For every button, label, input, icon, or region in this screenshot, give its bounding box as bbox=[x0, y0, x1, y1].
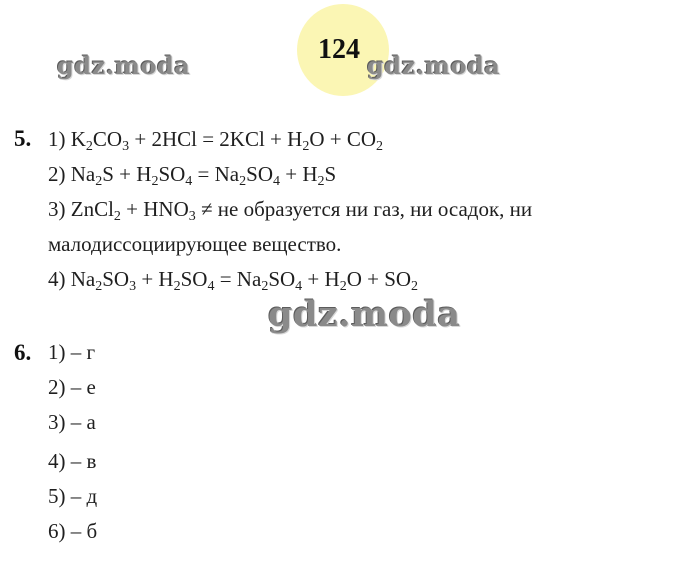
task-5-line-2 bbox=[48, 162, 336, 187]
subscript: 2 bbox=[317, 174, 325, 189]
page-number: 124 bbox=[318, 34, 360, 65]
subscript: 4 bbox=[185, 174, 193, 189]
task-6-answer: 6) – б bbox=[48, 519, 98, 543]
formula-text: + H bbox=[136, 267, 174, 291]
subscript: 2 bbox=[113, 209, 121, 224]
watermark: gdz.moda bbox=[367, 51, 501, 80]
subscript: 2 bbox=[376, 139, 384, 154]
task-6-answer: 4) – в bbox=[48, 449, 97, 473]
formula-text: 4) Na bbox=[48, 267, 96, 291]
formula-text: O + SO bbox=[346, 267, 412, 291]
subscript: 4 bbox=[295, 279, 303, 294]
formula-text: O + CO bbox=[309, 127, 377, 151]
formula-text: SO bbox=[246, 162, 273, 186]
task-6-number: 6. bbox=[14, 340, 32, 365]
subscript: 4 bbox=[207, 279, 215, 294]
task-6-answer: 2) – е bbox=[48, 375, 96, 399]
subscript: 3 bbox=[188, 209, 196, 224]
formula-text: SO bbox=[158, 162, 186, 186]
formula-text: ≠ не образуется ни газ, ни осадок, ни bbox=[195, 197, 533, 221]
subscript: 2 bbox=[239, 174, 247, 189]
task-6-answer: 1) – г bbox=[48, 340, 96, 364]
formula-text: + H bbox=[302, 267, 340, 291]
subscript: 2 bbox=[302, 139, 310, 154]
formula-text: 1) K bbox=[48, 127, 86, 151]
subscript: 3 bbox=[122, 139, 130, 154]
formula-text: + HNO bbox=[120, 197, 189, 221]
formula-text: = Na bbox=[192, 162, 240, 186]
formula-text: SO bbox=[180, 267, 208, 291]
formula-text: CO bbox=[92, 127, 123, 151]
task-6-answer: 5) – д bbox=[48, 484, 98, 508]
formula-text: S bbox=[324, 162, 337, 186]
formula-text: 3) ZnCl bbox=[48, 197, 114, 221]
subscript: 2 bbox=[261, 279, 269, 294]
subscript: 2 bbox=[411, 279, 419, 294]
subscript: 3 bbox=[129, 279, 137, 294]
subscript: 2 bbox=[339, 279, 347, 294]
formula-text: = Na bbox=[214, 267, 262, 291]
formula-text: SO bbox=[268, 267, 296, 291]
task-5-line-3 bbox=[48, 197, 532, 222]
task-5-line-1 bbox=[48, 127, 383, 152]
subscript: 2 bbox=[95, 279, 103, 294]
subscript: 2 bbox=[95, 174, 103, 189]
formula-text: S + H bbox=[102, 162, 152, 186]
watermark: gdz.moda bbox=[57, 51, 191, 80]
task-5-line-4 bbox=[48, 232, 341, 257]
formula-text: SO bbox=[102, 267, 130, 291]
watermark: gdz.moda bbox=[268, 294, 461, 335]
task-5-number: 5. bbox=[14, 126, 32, 151]
subscript: 2 bbox=[85, 139, 93, 154]
formula-text: + H bbox=[280, 162, 318, 186]
formula-text: + 2HCl = 2KCl + H bbox=[129, 127, 303, 151]
subscript: 4 bbox=[273, 174, 280, 189]
task-6-answer: 3) – а bbox=[48, 410, 96, 434]
subscript: 2 bbox=[151, 174, 159, 189]
task-5-line-5 bbox=[48, 267, 418, 292]
subscript: 2 bbox=[173, 279, 181, 294]
formula-text: малодиссоциирующее вещество. bbox=[48, 232, 342, 256]
formula-text: 2) Na bbox=[48, 162, 96, 186]
